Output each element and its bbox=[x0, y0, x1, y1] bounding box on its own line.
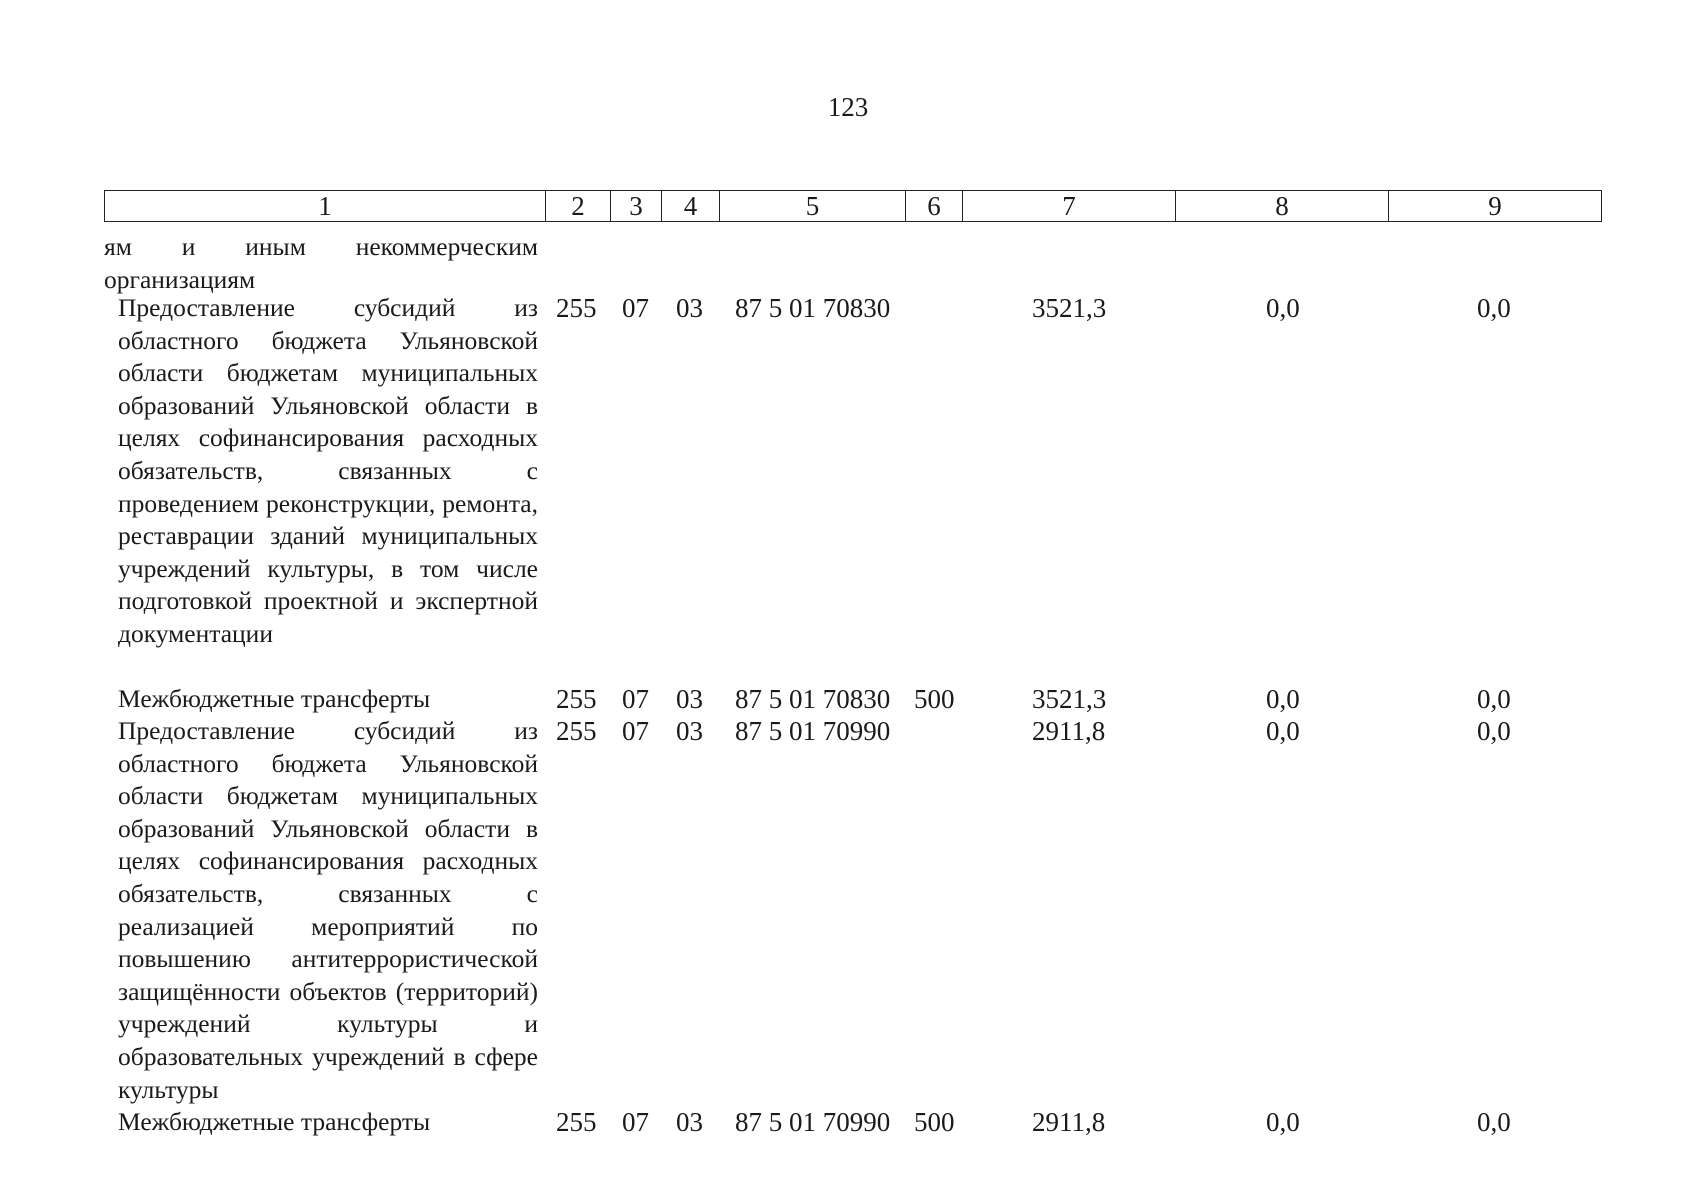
row-cell-5: 87 5 01 70990 bbox=[735, 716, 891, 746]
row-cell-7: 2911,8 bbox=[1032, 1107, 1106, 1137]
column-header-row bbox=[105, 191, 1602, 222]
row-cell-3: 07 bbox=[622, 716, 649, 746]
column-header-1: 1 bbox=[105, 191, 546, 222]
row-cell-7: 3521,3 bbox=[1032, 293, 1107, 323]
row-description: Предоставление субсидий из областного бюджета Ульяновской области бюджетам муниципальных образований Ульяновской области в целях софинансирования расходных обязательств, связанных с реализацией мероприятий по повышению антитеррористической защищённости объектов (территорий) учреждений культуры и образовательных учреждений в сфере культуры bbox=[118, 716, 538, 1104]
row-cell-2: 255 bbox=[556, 293, 597, 323]
column-header-3: 3 bbox=[611, 191, 662, 222]
row-cell-4: 03 bbox=[676, 1107, 703, 1137]
column-header-2: 2 bbox=[546, 191, 611, 222]
row-cell-2: 255 bbox=[556, 684, 597, 714]
column-header-5: 5 bbox=[720, 191, 906, 222]
row-cell-8: 0,0 bbox=[1266, 684, 1300, 714]
row-description: Предоставление субсидий из областного бюджета Ульяновской области бюджетам муниципальных образований Ульяновской области в целях софинансирования расходных обязательств, связанных с проведением реконструкции, ремонта, реставрации зданий муниципальных учреждений культуры, в том числе подготовкой проектной и экспертной документации bbox=[118, 293, 538, 648]
row-cell-6: 500 bbox=[914, 684, 955, 714]
row-cell-2: 255 bbox=[556, 716, 597, 746]
row-cell-9: 0,0 bbox=[1477, 684, 1511, 714]
row-cell-9: 0,0 bbox=[1477, 293, 1511, 323]
page-number: 123 bbox=[827, 92, 869, 122]
row-cell-4: 03 bbox=[676, 293, 703, 323]
row-cell-9: 0,0 bbox=[1477, 1107, 1511, 1137]
row-cell-5: 87 5 01 70830 bbox=[735, 293, 891, 323]
row-cell-3: 07 bbox=[622, 293, 649, 323]
row-description: Межбюджетные трансферты bbox=[118, 1107, 431, 1136]
column-header-4: 4 bbox=[662, 191, 720, 222]
row-cell-4: 03 bbox=[676, 716, 703, 746]
column-header-9: 9 bbox=[1389, 191, 1602, 222]
row-cell-4: 03 bbox=[676, 684, 703, 714]
column-header-6: 6 bbox=[906, 191, 963, 222]
row-cell-8: 0,0 bbox=[1266, 1107, 1300, 1137]
row-cell-2: 255 bbox=[556, 1107, 597, 1137]
row-cell-5: 87 5 01 70830 bbox=[735, 684, 891, 714]
row-cell-7: 3521,3 bbox=[1032, 684, 1107, 714]
column-header-table bbox=[104, 190, 1602, 222]
row-cell-6: 500 bbox=[914, 1107, 955, 1137]
column-header-8: 8 bbox=[1176, 191, 1389, 222]
row-cell-8: 0,0 bbox=[1266, 293, 1300, 323]
row-cell-3: 07 bbox=[622, 1107, 649, 1137]
row-cell-7: 2911,8 bbox=[1032, 716, 1106, 746]
row-cell-3: 07 bbox=[622, 684, 649, 714]
row-description: ям и иным некоммерческим организациям bbox=[104, 232, 538, 294]
row-cell-5: 87 5 01 70990 bbox=[735, 1107, 891, 1137]
row-cell-9: 0,0 bbox=[1477, 716, 1511, 746]
row-description: Межбюджетные трансферты bbox=[118, 684, 431, 713]
row-cell-8: 0,0 bbox=[1266, 716, 1300, 746]
column-header-7: 7 bbox=[963, 191, 1176, 222]
